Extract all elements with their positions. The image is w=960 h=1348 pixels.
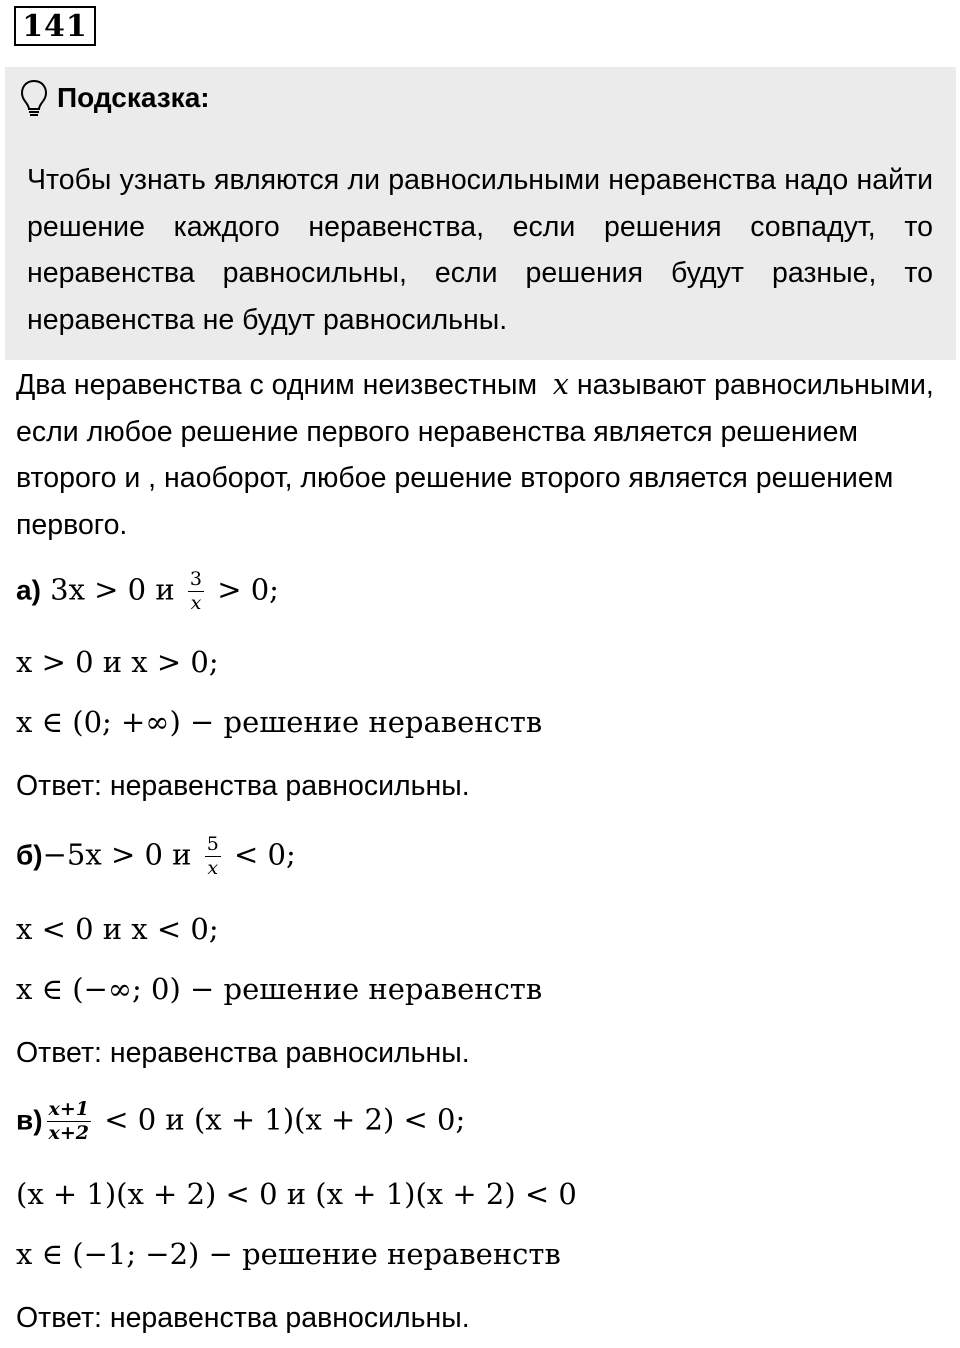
task-number: 141: [14, 6, 96, 46]
part-c-answer: Ответ: неравенства равносильны.: [16, 1302, 470, 1334]
part-b-ineq1-end: < 0;: [234, 837, 296, 872]
definition-variable: x: [552, 368, 569, 401]
part-b-frac-den: x: [207, 857, 219, 879]
part-b-line2: x < 0 и x < 0;: [16, 912, 219, 946]
part-a-ineq1: 3x > 0 и: [50, 572, 175, 607]
part-c-label: в): [16, 1104, 43, 1136]
hint-header: [19, 79, 210, 117]
part-b-fraction: [205, 835, 221, 878]
part-a-label: а): [16, 574, 41, 606]
hint-title: Подсказка:: [57, 82, 210, 113]
part-a-answer: Ответ: неравенства равносильны.: [16, 770, 470, 802]
part-a-frac-num: 3: [189, 568, 202, 590]
part-c-fraction: [47, 1100, 91, 1143]
hint-box: [5, 67, 956, 360]
part-c-line1: [16, 1100, 465, 1143]
part-b-label: б): [16, 839, 43, 871]
part-b-frac-num: 5: [206, 833, 219, 855]
part-c-line2: (x + 1)(x + 2) < 0 и (x + 1)(x + 2) < 0: [16, 1177, 577, 1211]
part-b-ineq1: −5x > 0 и: [42, 837, 192, 872]
definition-text-end: называют равносильными, если любое решение первого неравенства является решением второго и , наоборот, любое решение второго является решением первого.: [16, 369, 934, 541]
part-c-frac-num: x+1: [48, 1098, 90, 1120]
part-a-fraction: [188, 570, 204, 613]
part-a-line2: x > 0 и x > 0;: [16, 645, 219, 679]
definition-text-start: Два неравенства с одним неизвестным: [16, 369, 538, 401]
part-b-line1: [16, 835, 296, 878]
part-c-frac-den: x+2: [48, 1122, 90, 1144]
part-b-answer: Ответ: неравенства равносильны.: [16, 1037, 470, 1069]
part-c-line3: x ∈ (−1; −2) − решение неравенств: [16, 1237, 561, 1271]
part-c-ineq1-end: < 0 и (x + 1)(x + 2) < 0;: [104, 1102, 466, 1137]
part-a-frac-den: x: [190, 592, 202, 614]
hint-text: Чтобы узнать являются ли равносильными неравенства надо найти решение каждого неравенства, если решения совпадут, то неравенства равносильны, если решения будут разные, то неравенства не будут равносильны.: [27, 164, 933, 336]
part-b-line3: x ∈ (−∞; 0) − решение неравенств: [16, 972, 543, 1006]
part-a-ineq1-end: > 0;: [217, 572, 279, 607]
part-a-line3: x ∈ (0; +∞) − решение неравенств: [16, 705, 543, 739]
lightbulb-icon: [19, 79, 49, 117]
definition-paragraph: [16, 362, 951, 548]
part-a-line1: [16, 570, 279, 613]
